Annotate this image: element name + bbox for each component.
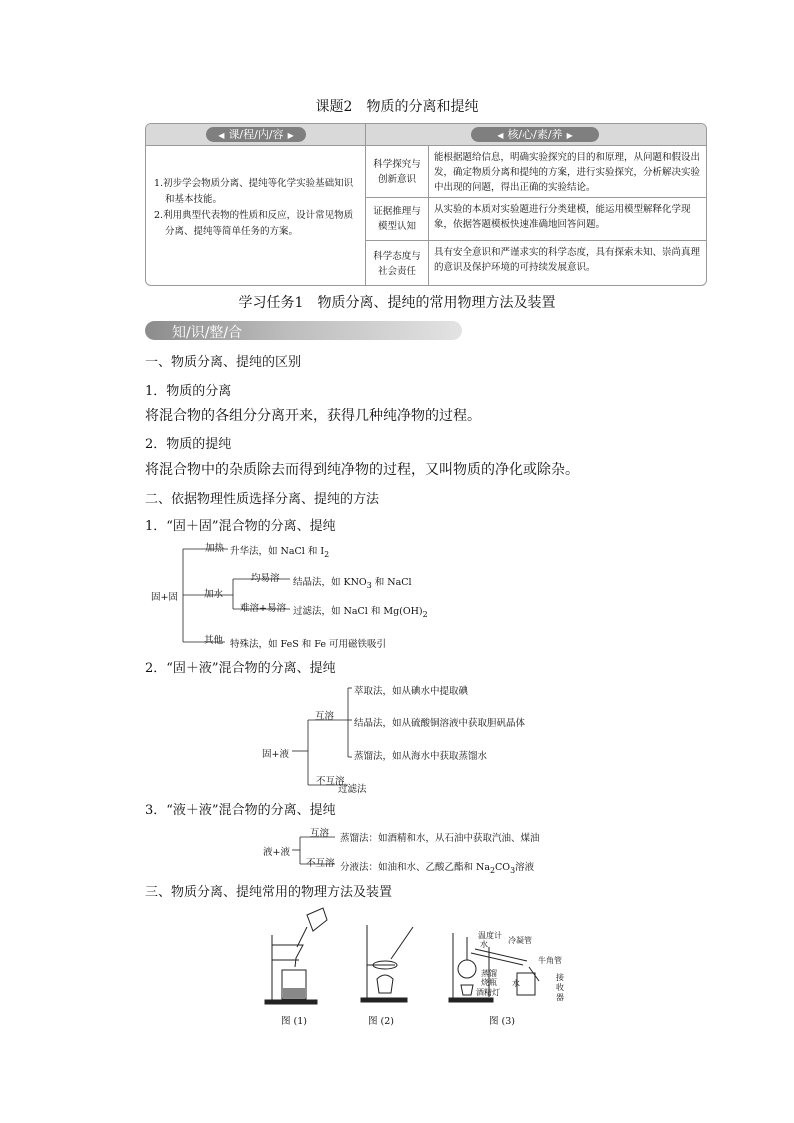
tree1-branch-easy: 均易溶 — [251, 573, 280, 584]
literacy-label: 证据推理与 模型认知 — [366, 198, 429, 240]
tree2-result-crystallization: 结晶法，如从硫酸铜溶液中获取胆矾晶体 — [354, 718, 526, 729]
section1-sub1-text: 将混合物的各组分分离开来，获得几种纯净物的过程。 — [145, 408, 481, 424]
figure-evaporation — [355, 915, 425, 1010]
label-receiver-1: 接 — [556, 973, 564, 982]
tree3-branch-mix: 互溶 — [310, 828, 330, 839]
chevron-right-icon: ▶ — [287, 131, 294, 140]
page-title: 课题2 物质的分离和提纯 — [315, 99, 479, 115]
section2-sub3: 3．“液＋液”混合物的分离、提纯 — [145, 803, 336, 818]
tree3-branch-nomix: 不互溶 — [306, 858, 335, 869]
section2-sub1: 1．“固＋固”混合物的分离、提纯 — [145, 519, 336, 534]
literacy-desc: 能根据题给信息，明确实验探究的目的和原理，从问题和假设出发，确定物质分离和提纯的方案，进行实验探究，分析解决实验中出现的问题，得出正确的实验结论。 — [434, 152, 701, 193]
course-content-header — [146, 124, 366, 145]
label-adapter: 牛角管 — [538, 956, 562, 965]
label-receiver-3: 器 — [556, 993, 564, 1002]
tree1-branch-water: 加水 — [204, 589, 224, 600]
chevron-right-icon: ▶ — [566, 131, 573, 140]
label-lamp: 酒精灯 — [476, 988, 500, 997]
tree1-heat-result: 升华法，如 NaCl 和 $I_2$ — [230, 546, 330, 559]
core-literacy-pill: ◀ 核/心/素/养 ▶ — [471, 127, 599, 142]
section1-heading: 一、物质分离、提纯的区别 — [145, 355, 302, 370]
tree3-root: 液+液 — [263, 847, 290, 858]
tree1-other-result: 特殊法，如 FeS 和 Fe 可用磁铁吸引 — [230, 639, 386, 650]
literacy-label: 科学态度与 社会责任 — [366, 241, 429, 286]
literacy-label: 科学探究与 创新意识 — [366, 146, 429, 197]
course-item: 1.初步学会物质分离、提纯等化学实验基础知识和基本技能。 — [154, 178, 354, 205]
label-thermometer: 温度计 — [478, 931, 502, 940]
figure-1-caption: 图 (1) — [281, 1016, 307, 1027]
label-receiver-2: 收 — [556, 983, 564, 992]
tree1-hard-result: 过滤法，如 NaCl 和 $Mg(OH)_2$ — [293, 606, 428, 619]
section2-sub2: 2．“固＋液”混合物的分离、提纯 — [145, 661, 336, 676]
tree1-easy-result: 结晶法，如 $KNO_3$ 和 NaCl — [293, 577, 412, 590]
section1-sub2-text: 将混合物中的杂质除去而得到纯净物的过程，又叫物质的净化或除杂。 — [145, 462, 579, 478]
tree2-root: 固+液 — [262, 749, 289, 760]
core-literacy-table — [145, 123, 707, 286]
literacy-row — [366, 240, 706, 286]
section2-heading: 二、依据物理性质选择分离、提纯的方法 — [145, 492, 380, 507]
section-bar-label: 知/识/整/合 — [172, 325, 243, 341]
tree3-result-distillation: 蒸馏法：如酒精和水，从石油中获取汽油、煤油 — [340, 833, 540, 844]
tree1-root: 固+固 — [151, 592, 178, 603]
figure-3-caption: 图 (3) — [489, 1016, 515, 1027]
literacy-row — [366, 145, 706, 197]
section3-heading: 三、物质分离、提纯常用的物理方法及装置 — [145, 885, 393, 900]
chevron-left-icon: ◀ — [218, 131, 225, 140]
tree2-branch-mix: 互溶 — [315, 711, 335, 722]
label-flask-2: 烧瓶 — [481, 978, 497, 987]
tree2-result-distillation: 蒸馏法，如从海水中获取蒸馏水 — [354, 751, 488, 762]
tree-solid-liquid — [260, 680, 560, 800]
section1-sub2: 2．物质的提纯 — [145, 437, 232, 452]
task-title: 学习任务1 物质分离、提纯的常用物理方法及装置 — [238, 295, 556, 311]
tree2-result-filtration: 过滤法 — [338, 784, 367, 795]
section1-sub1: 1．物质的分离 — [145, 384, 232, 399]
course-content-pill: ◀ 课/程/内/容 ▶ — [206, 127, 306, 142]
chevron-left-icon: ◀ — [497, 131, 504, 140]
label-flask-1: 蒸馏 — [481, 969, 497, 978]
literacy-desc: 从实验的本质对实验题进行分类建模，能运用模型解释化学现象，依据答题模板快速准确地回答问题。 — [434, 204, 691, 230]
course-content-cell — [146, 145, 366, 285]
tree2-branch-nomix: 不互溶 — [316, 776, 345, 787]
course-item: 2.利用典型代表物的性质和反应，设计常见物质分离、提纯等简单任务的方案。 — [154, 210, 354, 237]
core-literacy-header — [366, 124, 706, 145]
tree1-branch-other: 其他 — [204, 635, 224, 646]
literacy-desc: 具有安全意识和严谨求实的科学态度，具有探索未知、崇尚真理的意识及保护环境的可持续发展意识。 — [434, 247, 701, 273]
tree1-branch-hard: 难溶+易溶 — [240, 603, 286, 614]
label-condenser: 冷凝管 — [508, 936, 532, 945]
figure-2-caption: 图 (2) — [368, 1016, 394, 1027]
literacy-row — [366, 197, 706, 240]
tree2-result-extraction: 萃取法，如从碘水中提取碘 — [354, 686, 469, 697]
label-water-top: 水 — [480, 940, 488, 949]
tree1-branch-heat: 加热 — [205, 543, 225, 554]
label-water-bottom: 水 — [512, 979, 520, 988]
figure-filtration — [255, 905, 335, 1010]
tree3-result-separation: 分液法：如油和水、乙酸乙酯和 $Na_2CO_3$溶液 — [340, 862, 535, 875]
